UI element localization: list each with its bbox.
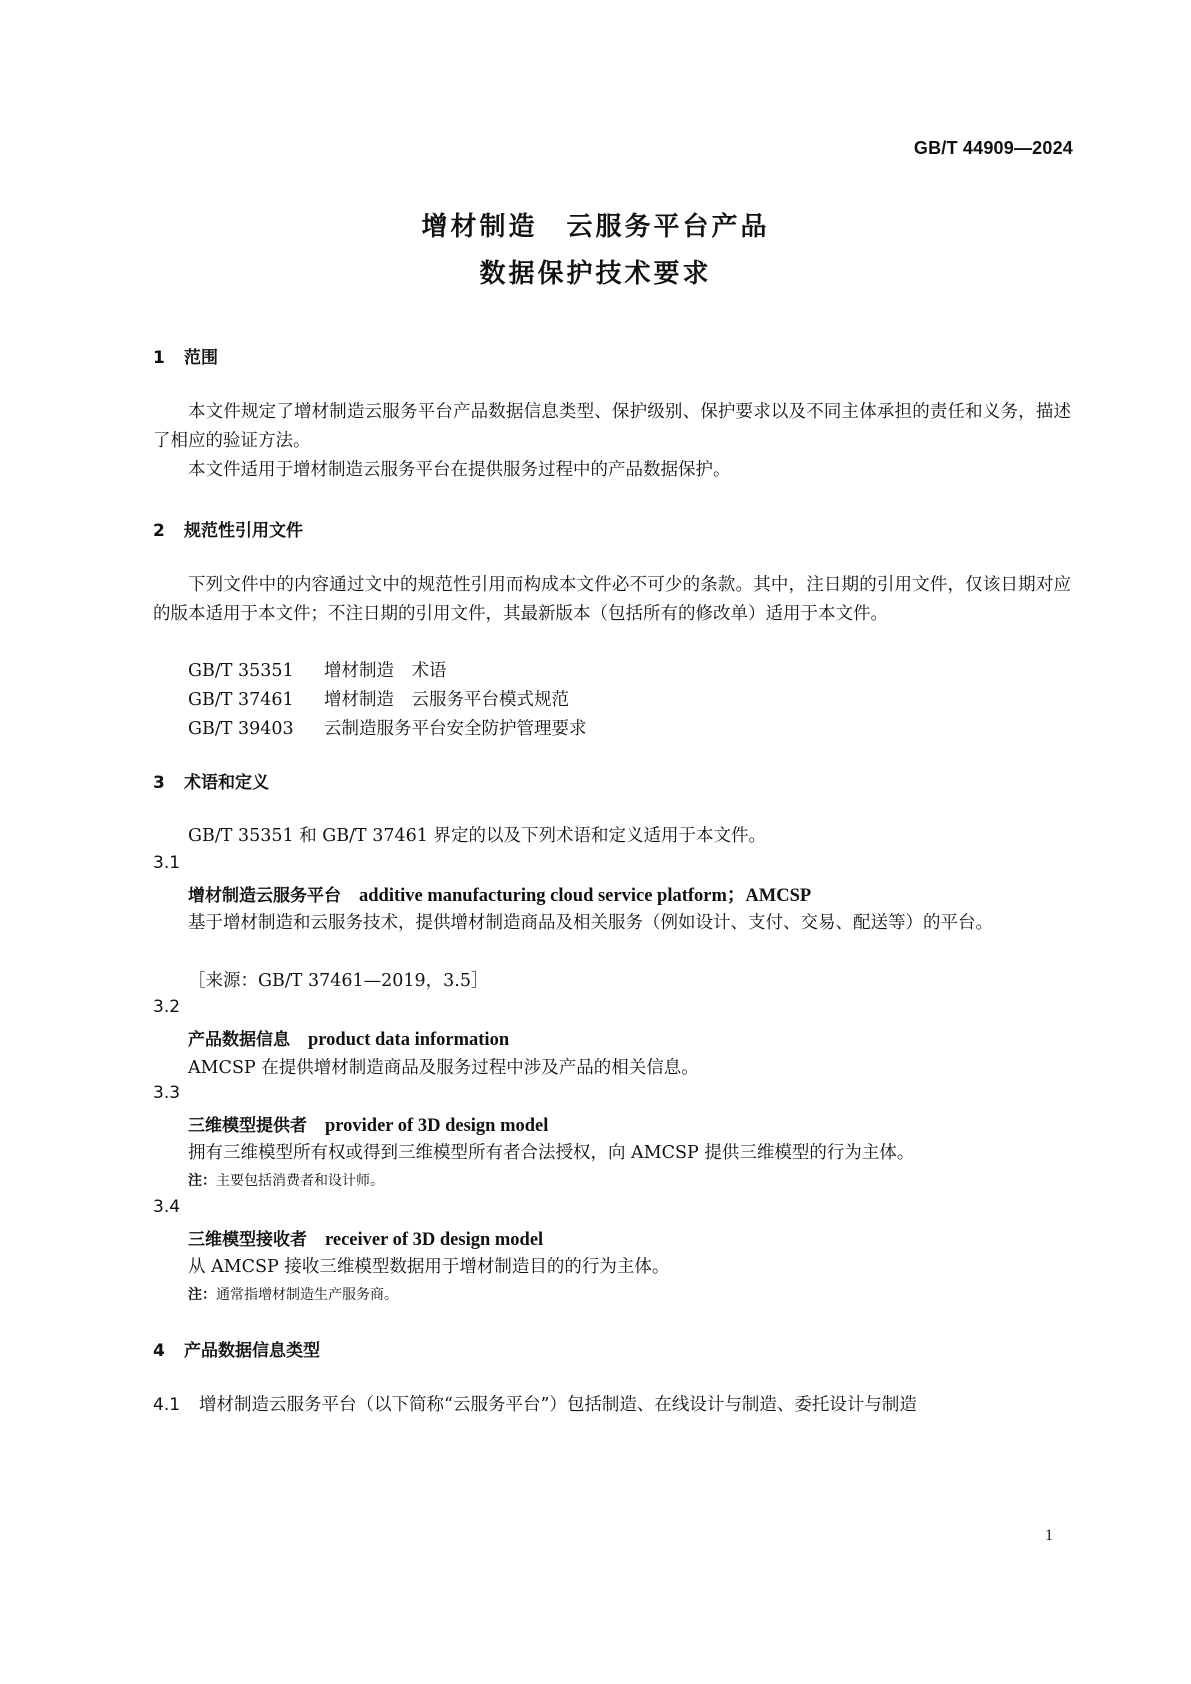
note-label: 注： xyxy=(188,1287,216,1303)
section-title: 规范性引用文件 xyxy=(184,521,303,541)
term-definition: 拥有三维模型所有权或得到三维模型所有者合法授权，向 AMCSP 提供三维模型的行为主体。 xyxy=(188,1143,915,1163)
section-title: 范围 xyxy=(184,348,218,368)
reference-code: GB/T 35351 xyxy=(188,661,294,681)
term-definition: AMCSP 在提供增材制造商品及服务过程中涉及产品的相关信息。 xyxy=(188,1058,699,1078)
term-en: receiver of 3D design model xyxy=(325,1230,544,1250)
term-definition: 基于增材制造和云服务技术，提供增材制造商品及相关服务（例如设计、支付、交易、配送等）的平台。 xyxy=(188,913,993,933)
section-2-para-1: 下列文件中的内容通过文中的规范性引用而构成本文件必不可少的条款。其中，注日期的引用文件，仅该日期对应的版本适用于本文件；不注日期的引用文件，其最新版本（包括所有的修改单）适用于本文件。 xyxy=(153,575,1071,624)
section-title: 产品数据信息类型 xyxy=(184,1341,320,1361)
reference-item xyxy=(188,715,587,740)
clause-4-1 xyxy=(153,1391,917,1416)
title-line-1: 增材制造 云服务平台产品 xyxy=(421,212,770,242)
term-en: additive manufacturing cloud service platform；AMCSP xyxy=(359,886,812,906)
section-number: 3 xyxy=(153,773,165,793)
term-en: product data information xyxy=(308,1030,510,1050)
note-text: 通常指增材制造生产服务商。 xyxy=(216,1287,398,1303)
term-number: 3.3 xyxy=(153,1083,181,1103)
note-label: 注： xyxy=(188,1173,216,1189)
page-number: 1 xyxy=(1045,1527,1053,1544)
term-number: 3.1 xyxy=(153,853,181,873)
title-line-2: 数据保护技术要求 xyxy=(479,259,712,289)
reference-code: GB/T 37461 xyxy=(188,690,294,710)
reference-name: 增材制造 术语 xyxy=(324,661,447,681)
reference-name: 增材制造 云服务平台模式规范 xyxy=(324,690,569,710)
note-text: 主要包括消费者和设计师。 xyxy=(216,1173,384,1189)
section-2-heading xyxy=(153,516,303,541)
standard-code: GB/T 44909—2024 xyxy=(913,138,1073,158)
section-3-heading xyxy=(153,768,269,793)
term-note xyxy=(188,1284,398,1304)
term-heading xyxy=(188,1225,543,1251)
section-1-heading xyxy=(153,343,218,368)
section-number: 2 xyxy=(153,521,165,541)
term-zh: 产品数据信息 xyxy=(188,1030,290,1050)
term-zh: 三维模型接收者 xyxy=(188,1230,307,1250)
section-title: 术语和定义 xyxy=(184,773,269,793)
term-heading xyxy=(188,1025,509,1051)
term-zh: 增材制造云服务平台 xyxy=(188,886,341,906)
term-number: 3.4 xyxy=(153,1197,181,1217)
term-heading xyxy=(188,1111,548,1137)
term-en: provider of 3D design model xyxy=(325,1116,549,1136)
section-1-para-1: 本文件规定了增材制造云服务平台产品数据信息类型、保护级别、保护要求以及不同主体承担的责任和义务，描述了相应的验证方法。 xyxy=(153,402,1071,451)
section-number: 4 xyxy=(153,1341,165,1361)
term-heading xyxy=(188,881,811,907)
reference-item xyxy=(188,686,569,711)
clause-number: 4.1 xyxy=(153,1395,181,1415)
term-source: ［来源：GB/T 37461—2019，3.5］ xyxy=(188,971,489,991)
term-note xyxy=(188,1170,384,1190)
reference-item xyxy=(188,657,447,682)
reference-name: 云制造服务平台安全防护管理要求 xyxy=(324,719,587,739)
term-zh: 三维模型提供者 xyxy=(188,1116,307,1136)
term-number: 3.2 xyxy=(153,997,181,1017)
term-definition: 从 AMCSP 接收三维模型数据用于增材制造目的的行为主体。 xyxy=(188,1257,670,1277)
reference-code: GB/T 39403 xyxy=(188,719,294,739)
section-number: 1 xyxy=(153,348,165,368)
section-3-intro: GB/T 35351 和 GB/T 37461 界定的以及下列术语和定义适用于本文件。 xyxy=(188,826,766,846)
section-1-para-2: 本文件适用于增材制造云服务平台在提供服务过程中的产品数据保护。 xyxy=(188,460,731,480)
clause-text: 增材制造云服务平台（以下简称“云服务平台”）包括制造、在线设计与制造、委托设计与制造 xyxy=(199,1395,917,1415)
section-4-heading xyxy=(153,1336,320,1361)
